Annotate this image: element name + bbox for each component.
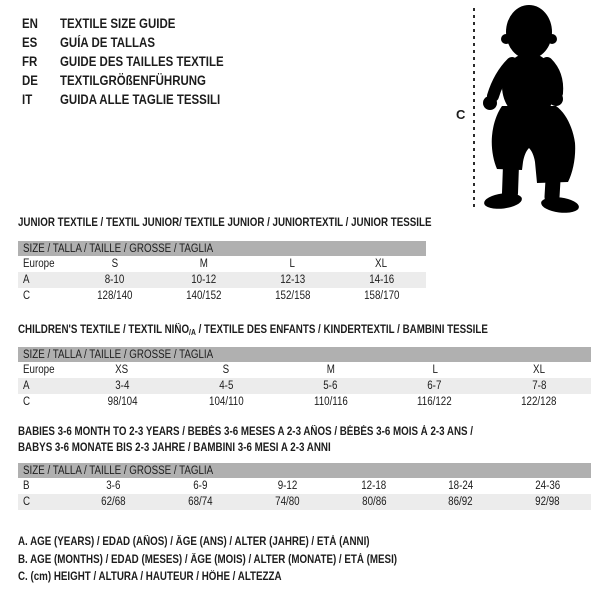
babies-title-line1: BABIES 3-6 MONTH TO 2-3 YEARS / BEBÉS 3-6 MESES A 2-3 AÑOS / BÉBÉS 3-6 MOIS À 2-3 ANS / [18, 426, 474, 438]
lang-code: DE [22, 73, 38, 88]
lang-title: GUIDE DES TAILLES TEXTILE [60, 54, 224, 69]
table-row [18, 394, 591, 410]
babies-title-line2: BABYS 3-6 MONATE BIS 2-3 JAHRE / BAMBINI 3-6 MESI A 2-3 ANNI [18, 442, 331, 454]
children-section-title [18, 322, 488, 339]
size-cell: XS [115, 364, 129, 376]
size-cell: L [431, 364, 438, 376]
size-cell: 62/68 [101, 496, 126, 508]
note-line-a: A. AGE (YEARS) / EDAD (AÑOS) / ÂGE (ANS) / ALTER (JAHRE) / ETÀ (ANNI) [18, 536, 370, 548]
size-cell: 8-10 [104, 274, 125, 286]
table-row [18, 362, 591, 378]
lang-row-es [22, 33, 253, 52]
table-row [18, 272, 426, 288]
baby-silhouette-icon [470, 0, 600, 215]
row-label: Europe [23, 364, 55, 376]
size-cell: XL [375, 258, 388, 270]
children-title-subscript: /A [189, 328, 196, 337]
note-line-c: C. (cm) HEIGHT / ALTURA / HAUTEUR / HÖHE / ALTEZZA [18, 571, 282, 583]
size-cell: 24-36 [535, 480, 561, 492]
language-heading-list [22, 14, 253, 109]
size-cell: 110/116 [313, 396, 348, 408]
babies-section-title [18, 424, 473, 456]
size-cell: S [223, 364, 230, 376]
size-cell: 80/86 [361, 496, 387, 508]
babies-size-table [18, 463, 591, 510]
row-label: A [23, 380, 30, 392]
row-label: A [23, 274, 30, 286]
size-cell: M [199, 258, 208, 270]
size-cell: 74/80 [274, 496, 300, 508]
junior-size-table [18, 241, 426, 304]
lang-title: TEXTILE SIZE GUIDE [60, 16, 176, 31]
height-measure-label: C [456, 107, 466, 122]
size-cell: M [326, 364, 335, 376]
size-cell: 68/74 [188, 496, 213, 508]
lang-row-it [22, 90, 253, 109]
size-cell: 104/110 [208, 396, 244, 408]
size-cell: 12-13 [279, 274, 305, 286]
size-cell: 5-6 [323, 380, 338, 392]
lang-code: EN [22, 16, 38, 31]
size-cell: 9-12 [277, 480, 297, 492]
size-cell: 3-6 [106, 480, 121, 492]
lang-code: ES [22, 35, 38, 50]
lang-title: GUIDA ALLE TAGLIE TESSILI [60, 92, 221, 107]
table-row [18, 494, 591, 510]
row-label: C [23, 290, 31, 302]
size-cell: 158/170 [363, 290, 400, 302]
size-cell: 18-24 [448, 480, 474, 492]
table-row [18, 256, 426, 272]
legend-notes [18, 534, 464, 587]
junior-section-title: JUNIOR TEXTILE / TEXTIL JUNIOR/ TEXTILE JUNIOR / JUNIORTEXTIL / JUNIOR TESSILE [18, 217, 432, 229]
children-size-table [18, 347, 591, 410]
size-cell: 92/98 [535, 496, 560, 508]
size-cell: XL [532, 364, 545, 376]
size-cell: 140/152 [185, 290, 222, 302]
lang-code: IT [22, 92, 33, 107]
size-cell: S [111, 258, 118, 270]
size-cell: 6-9 [193, 480, 208, 492]
size-cell: 122/128 [521, 396, 557, 408]
size-cell: 128/140 [96, 290, 133, 302]
lang-title: GUÍA DE TALLAS [60, 35, 155, 50]
lang-row-en [22, 14, 253, 33]
table-row [18, 288, 426, 304]
lang-code: FR [22, 54, 38, 69]
row-label: Europe [23, 258, 55, 270]
size-header-label: SIZE / TALLA / TAILLE / GRÖSSE / TAGLIA [23, 242, 214, 255]
size-cell: 7-8 [531, 380, 546, 392]
lang-row-de [22, 71, 253, 90]
row-label: C [23, 396, 31, 408]
size-cell: 86/92 [448, 496, 473, 508]
size-cell: 6-7 [427, 380, 442, 392]
size-header-bar [18, 347, 591, 362]
row-label: B [23, 480, 30, 492]
children-title-text: CHILDREN'S TEXTILE / TEXTIL NIÑO [18, 324, 190, 336]
size-cell: 14-16 [368, 274, 394, 286]
note-line-b: B. AGE (MONTHS) / EDAD (MESES) / ÂGE (MOIS) / ALTER (MONATE) / ETÀ (MESI) [18, 553, 398, 566]
size-cell: 12-18 [361, 480, 387, 492]
size-header-label: SIZE / TALLA / TAILLE / GRÖSSE / TAGLIA [23, 348, 214, 361]
size-cell: 98/104 [107, 396, 138, 408]
size-cell: L [289, 258, 296, 270]
size-cell: 10-12 [190, 274, 216, 286]
size-header-bar [18, 241, 426, 256]
table-row [18, 478, 591, 494]
row-label: C [23, 496, 31, 508]
children-title-text: / TEXTILE DES ENFANTS / KINDERTEXTIL / BAMBINI TESSILE [195, 324, 488, 336]
size-cell: 116/122 [417, 396, 453, 408]
size-header-label: SIZE / TALLA / TAILLE / GRÖSSE / TAGLIA [23, 464, 214, 477]
size-cell: 152/158 [274, 290, 311, 302]
size-header-bar [18, 463, 591, 478]
lang-title: TEXTILGRÖßENFÜHRUNG [60, 73, 206, 88]
size-cell: 3-4 [115, 380, 130, 392]
size-cell: 4-5 [219, 380, 234, 392]
table-row [18, 378, 591, 394]
lang-row-fr [22, 52, 253, 71]
